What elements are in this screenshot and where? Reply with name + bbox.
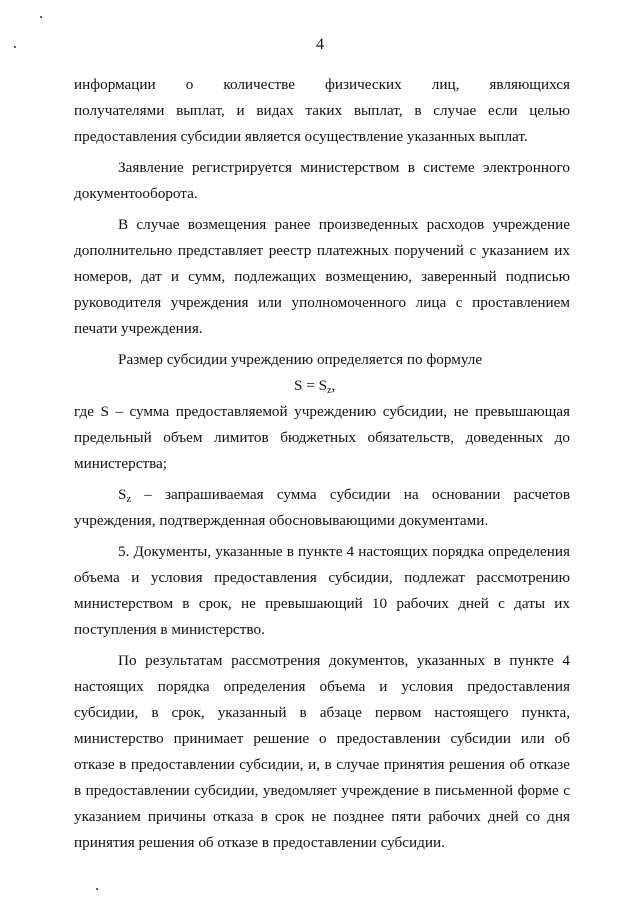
sz-subscript: z [126,494,131,505]
text-line: По результатам рассмотрения документов, указанных в пункте 4 [118,652,570,669]
text-line: печати учреждения. [74,320,203,337]
text-line: документооборота. [74,185,198,202]
text-line: Заявление регистрируется министерством в системе электронного [118,159,570,176]
text-line: принятия решения об отказе в предоставлении субсидии. [74,834,445,851]
formula-comma: , [331,377,336,394]
text-line: предельный объем лимитов бюджетных обязательств, доведенных до [74,429,570,446]
text-line: объема и условия предоставления субсидии, подлежат рассмотрению [74,569,570,586]
text-line: министерством в срок, не превышающий 10 рабочих дней с даты их [74,595,570,612]
text-line: отказе в предоставлении субсидии, и, в случае принятия решения об отказе [74,756,570,773]
text-line: Размер субсидии учреждению определяется по формуле [118,351,483,368]
sz-symbol: S [118,486,127,503]
sz-definition: – запрашиваемая сумма субсидии на основании расчетов [130,486,570,503]
formula-text: S = S [294,377,328,394]
text-line: информации о количестве физических лиц, являющихся [74,76,570,93]
formula [74,373,570,399]
document-body [74,72,570,856]
text-line: получателями выплат, и видах таких выплат, в случае если целью [74,102,570,119]
text-line: предоставления субсидии является осуществление указанных выплат. [74,128,528,145]
scan-speck [96,888,98,890]
text-line: номеров, дат и сумм, подлежащих возмещению, заверенный подписью [74,268,570,285]
text-line [74,482,570,508]
scan-speck [40,16,42,18]
text-line: В случае возмещения ранее произведенных расходов учреждение [118,216,570,233]
text-line: руководителя учреждения или уполномоченного лица с проставлением [74,294,570,311]
text-line: где S – сумма предоставляемой учреждению субсидии, не превышающая [74,403,570,420]
text-line: настоящих порядка определения объема и условия предоставления [74,678,570,695]
text-line: поступления в министерство. [74,621,265,638]
text-line: министерства; [74,455,168,472]
text-line: в предоставлении субсидии, уведомляет учреждение в письменной форме с [74,782,570,799]
text-line: указанием причины отказа в срок не позднее пяти рабочих дней со дня [74,808,570,825]
text-line: субсидии, в срок, указанный в абзаце первом настоящего пункта, [74,704,570,721]
text-line: дополнительно представляет реестр платежных поручений с указанием их [74,242,570,259]
text-line: министерство принимает решение о предоставлении субсидии или об [74,730,570,747]
page-number: 4 [316,36,324,53]
text-line: учреждения, подтвержденная обосновывающими документами. [74,512,489,529]
formula-subscript: z [327,385,332,396]
text-line: 5. Документы, указанные в пункте 4 настоящих порядка определения [118,543,570,560]
